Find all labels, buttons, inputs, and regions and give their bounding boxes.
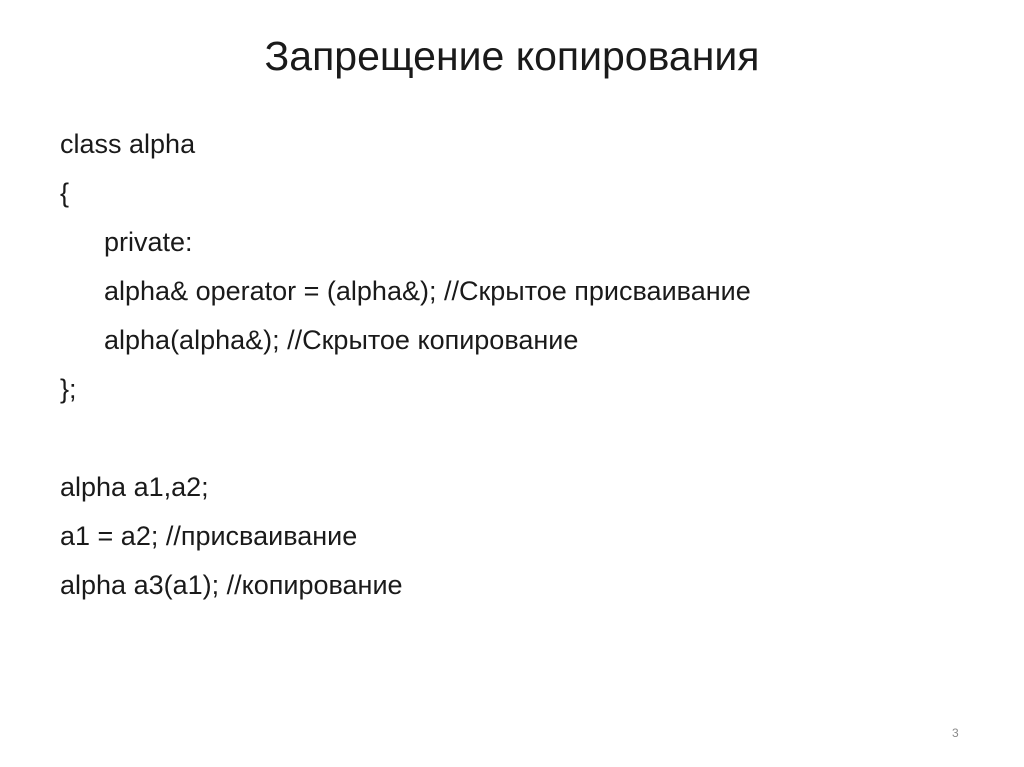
code-line-assignment: a1 = a2; //присваивание xyxy=(60,521,358,551)
slide-title: Запрещение копирования xyxy=(264,33,760,79)
code-block xyxy=(60,120,751,610)
page-number: 3 xyxy=(952,726,959,740)
code-line-copy: alpha a3(a1); //копирование xyxy=(60,570,403,600)
code-line-assign-operator: alpha& operator = (alpha&); //Скрытое присваивание xyxy=(104,276,751,306)
code-line-private: private: xyxy=(104,227,193,257)
code-line-blank xyxy=(60,414,751,463)
code-line-copy-constructor: alpha(alpha&); //Скрытое копирование xyxy=(104,325,579,355)
code-line-open-brace: { xyxy=(60,178,70,208)
code-line-class-decl: class alpha xyxy=(60,129,196,159)
code-line-declare-objects: alpha a1,a2; xyxy=(60,472,209,502)
code-line-close-brace: }; xyxy=(60,374,77,404)
